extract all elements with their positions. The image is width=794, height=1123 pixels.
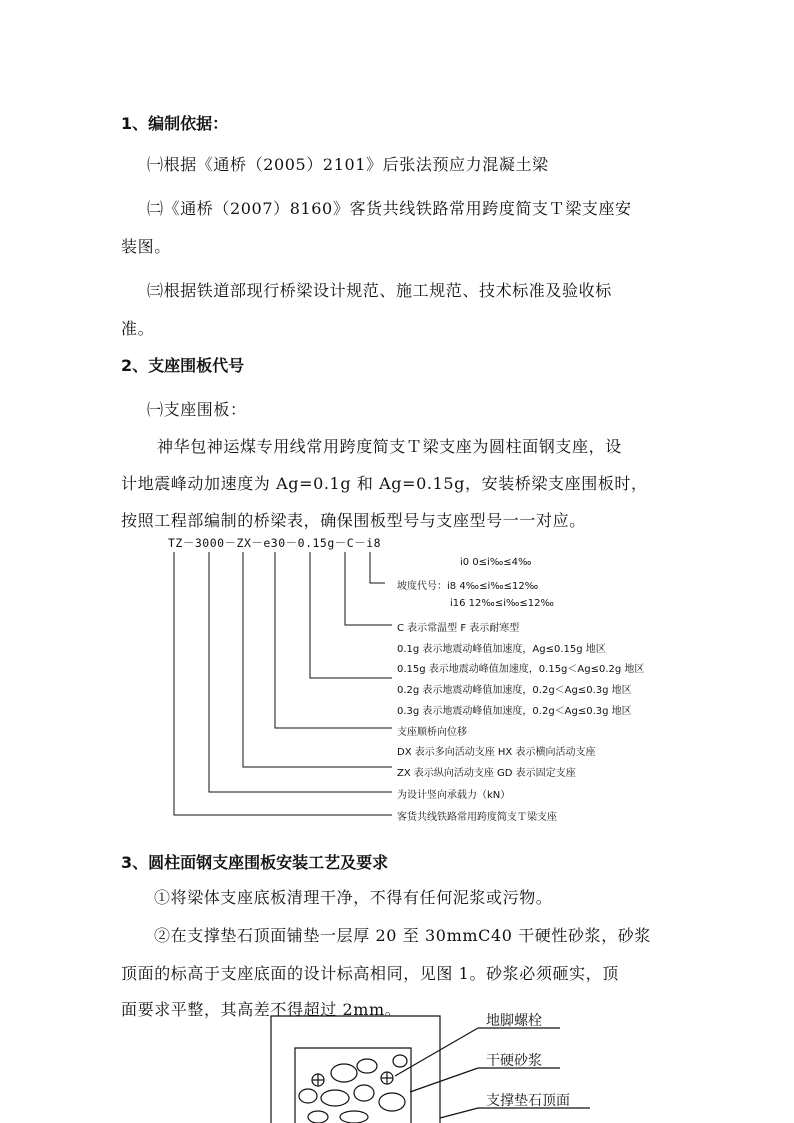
requirement-2: ②在支撑垫石顶面铺垫一层厚 20 至 30mmC40 干硬性砂浆，砂浆: [154, 926, 652, 945]
requirement-2-cont-1: 顶面的标高于支座底面的设计标高相同，见图 1。砂浆必须砸实，顶: [121, 964, 619, 983]
legend-bearing-type: 客货共线铁路常用跨度简支Ｔ梁支座: [397, 812, 557, 823]
figure-label-pad-top: 支撑垫石顶面: [486, 1093, 570, 1109]
basis-item-2: ㈡《通桥（2007）8160》客货共线铁路常用跨度简支Ｔ梁支座安: [147, 199, 632, 218]
requirement-2-cont-2: 面要求平整，其高差不得超过 2mm。: [121, 1000, 402, 1019]
figure-label-dry-mortar: 干硬砂浆: [486, 1053, 542, 1069]
legend-zx-gd: ZX 表示纵向活动支座 GD 表示固定支座: [397, 768, 576, 779]
section-3-heading: 3、圆柱面钢支座围板安装工艺及要求: [121, 853, 389, 872]
legend-slope-code: 坡度代号：i8 4‰≤i‰≤12‰: [397, 581, 539, 592]
legend-accel-0-2g: 0.2g 表示地震动峰值加速度，0.2g＜Ag≤0.3g 地区: [397, 685, 632, 696]
designation-code: TZ－3000－ZX－e30－0.15g－C－i8: [168, 536, 382, 550]
paragraph-line-1: 神华包神运煤专用线常用跨度简支Ｔ梁支座为圆柱面钢支座，设: [157, 437, 622, 456]
legend-dx-hx: DX 表示多向活动支座 HX 表示横向活动支座: [397, 747, 596, 758]
legend-i0: i0 0≤i‰≤4‰: [460, 557, 532, 568]
legend-temperature-type: C 表示常温型 F 表示耐寒型: [397, 623, 520, 634]
section-2-heading: 2、支座围板代号: [121, 356, 245, 375]
legend-accel-0-3g: 0.3g 表示地震动峰值加速度，0.2g＜Ag≤0.3g 地区: [397, 706, 632, 717]
legend-displacement: 支座顺桥向位移: [397, 727, 467, 738]
basis-item-2-cont: 装图。: [121, 237, 171, 256]
basis-item-1: ㈠根据《通桥（2005）2101》后张法预应力混凝土梁: [147, 155, 549, 174]
legend-accel-0-1g: 0.1g 表示地震动峰值加速度，Ag≤0.15g 地区: [397, 644, 606, 655]
legend-i16: i16 12‰≤i‰≤12‰: [450, 598, 554, 609]
basis-item-3-cont: 准。: [121, 319, 155, 338]
section-1-heading: 1、编制依据：: [121, 114, 229, 133]
basis-item-3: ㈢根据铁道部现行桥梁设计规范、施工规范、技术标准及验收标: [147, 281, 612, 300]
bearing-plate-subheading: ㈠支座围板：: [147, 400, 247, 419]
figure-label-anchor-bolt: 地脚螺栓: [486, 1013, 542, 1029]
requirement-1: ①将梁体支座底板清理干净，不得有任何泥浆或污物。: [154, 888, 553, 907]
paragraph-line-2: 计地震峰动加速度为 Ag=0.1g 和 Ag=0.15g，安装桥梁支座围板时，: [121, 474, 648, 493]
legend-accel-0-15g: 0.15g 表示地震动峰值加速度，0.15g＜Ag≤0.2g 地区: [397, 664, 645, 675]
legend-capacity: 为设计竖向承载力（kN）: [397, 790, 511, 801]
paragraph-line-3: 按照工程部编制的桥梁表，确保围板型号与支座型号一一对应。: [121, 511, 586, 530]
